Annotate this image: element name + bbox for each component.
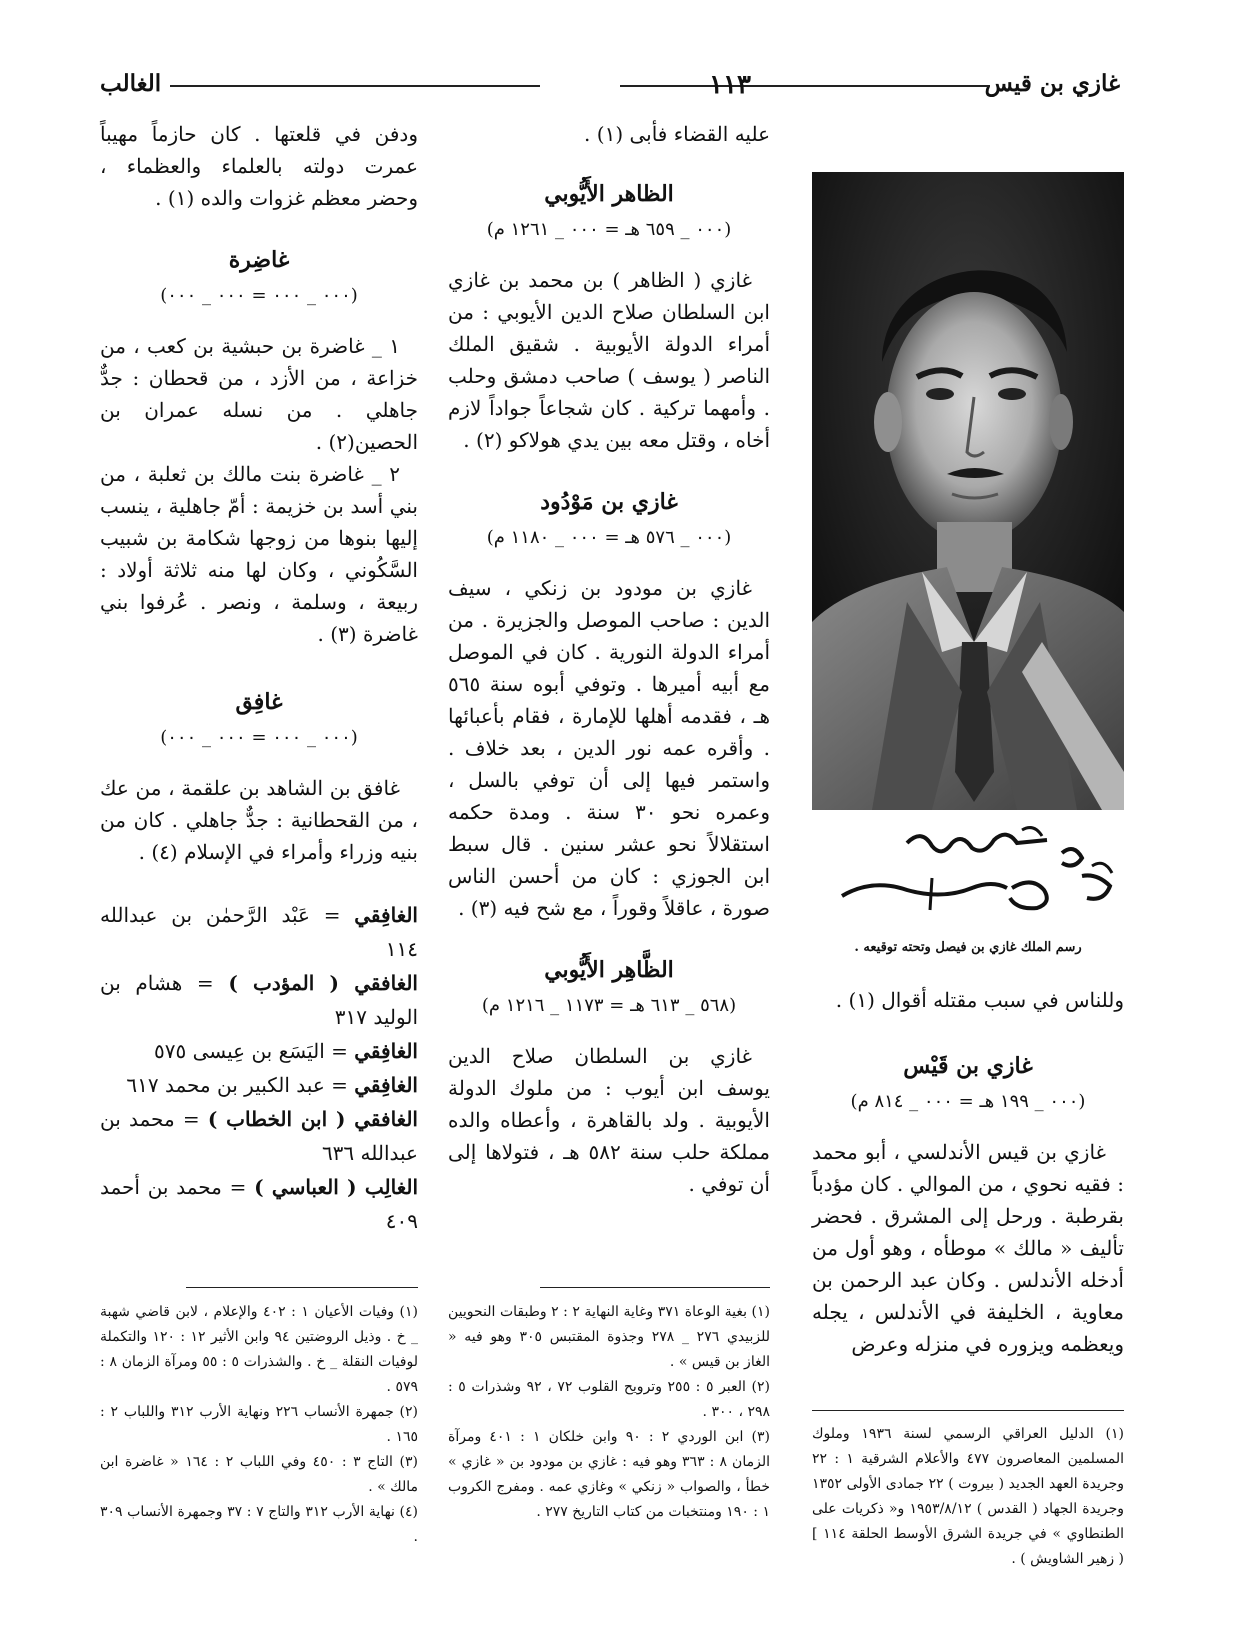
footnote-rule-right [812,1410,1124,1411]
entry-text-ghafiq: غافق بن الشاهد بن علقمة ، من عك ، من القحطانية : جدٌّ جاهلي . كان من بنيه وزراء وأمراء في الإسلام (٤) . [100,776,418,864]
xref-target: = اليَسَع بن عِيسى ٥٧٥ [154,1039,355,1063]
running-header [100,66,1120,106]
page-number: ١١٣ [709,70,751,100]
middle-intro: عليه القضاء فأبى (١) . [584,122,770,146]
cross-reference [100,966,418,1034]
left-intro: ودفن في قلعتها . كان حازماً مهيباً عمرت دولته بالعلماء والعظماء ، وحضر معظم غزوات والده (١) . [100,122,418,210]
header-right-title: غازي بن قيس [984,70,1120,97]
xref-head: الغالِب ( العباسي ) [254,1175,418,1199]
entry-dates-zahir-2: (٥٦٨ _ ٦١٣ هـ = ١١٧٣ _ ١٢١٦ م) [481,995,737,1016]
xref-target: = عَبْد الرَّحمٰن بن عبدالله ١١٤ [100,903,418,961]
entry-text-zahir-2: غازي بن السلطان صلاح الدين يوسف ابن أيوب : من ملوك الدولة الأيوبية . ولد بالقاهرة ، وأعطاه والده مملكة حلب سنة ٥٨٢ هـ ، فتولاها إلى أن توفي . [448,1044,771,1196]
xref-head: الغافِقي [354,903,418,927]
xref-head: الغافقي ( المؤدب ) [228,971,418,995]
after-photo-text: وللناس في سبب مقتله أقوال (١) . [835,988,1124,1012]
footnote-rule-left [186,1287,418,1288]
header-rule-left [170,85,540,87]
cross-reference [100,1102,418,1170]
entry-title-zahir-2: الظَّاهِر الأَيُّوبي [544,957,674,983]
entry-text-ghadira-1: ١ _ غاضرة بن حبشية بن كعب ، من خزاعة ، من الأزد ، من قحطان : جدٌّ جاهلي . من نسله عمران بن الحصين(٢) . [100,334,418,454]
xref-target: = عبد الكبير بن محمد ٦١٧ [126,1073,355,1097]
xref-head: الغافقي ( ابن الخطاب ) [207,1107,418,1131]
footnote: (٢) جمهرة الأنساب ٢٢٦ ونهاية الأرب ٣١٢ واللباب ٢ : ١٦٥ . [100,1404,419,1445]
xref-target: = محمد بن أحمد ٤٠٩ [100,1175,418,1233]
entry-dates-zahir-1: (٠٠٠ _ ٦٥٩ هـ = ٠٠٠ _ ١٢٦١ م) [486,219,732,240]
middle-column [448,118,770,1200]
cross-references [100,898,418,1238]
portrait-photo [812,172,1124,810]
cross-reference [100,1034,418,1068]
header-left-title: الغالب [100,70,162,97]
xref-target: = محمد بن عبدالله ٦٣٦ [100,1107,418,1165]
entry-dates-ghadira: (٠٠٠ _ ٠٠٠ = ٠٠٠ _ ٠٠٠) [160,285,358,306]
entry-title-ghazi-mawdud: غازي بن مَوْدُود [540,489,678,515]
entry-text-ghazi-mawdud: غازي بن مودود بن زنكي ، سيف الدين : صاحب الموصل والجزيرة . من أمراء الدولة النورية . كان في الموصل مع أبيه أميرها . وتوفي أبوه سنة ٥٦٥ هـ ، فقدمه أهلها للإمارة ، فقام بأعبائها . وأقره عمه نور الدين ، بعد خلاف . واستمر فيها إلى أن توفي بالسل ، وعمره نحو ٣٠ سنة . ومدة حكمه استقلالاً نحو عشر سنين . قال سبط ابن الجوزي : كان من أحسن الناس صورة ، عاقلاً وقوراً ، مع شح فيه (٣) . [448,576,770,920]
photo-caption: رسم الملك غازي بن فيصل وتحته توقيعه . [854,940,1082,955]
footnote: (٤) نهاية الأرب ٣١٢ والتاج ٧ : ٣٧ وجمهرة الأنساب ٣٠٩ . [100,1504,418,1545]
footnote: (٣) ابن الوردي ٢ : ٩٠ وابن خلكان ١ : ٤٠١ ومرآة الزمان ٨ : ٣٦٣ وهو فيه : غازي بن مودود بن « غازي » خطأ ، والصواب « زنكي » وغازي عمه . ومفرج الكروب ١ : ١٩٠ ومنتخبات من كتاب التاريخ ٢٧٧ . [448,1429,770,1520]
xref-target: = هشام بن الوليد ٣١٧ [100,971,418,1029]
entry-dates-ghazi-qays: (٠٠٠ _ ١٩٩ هـ = ٠٠٠ _ ٨١٤ م) [850,1091,1086,1112]
cross-reference [100,1170,418,1238]
cross-reference [100,1068,418,1102]
footnote: (٢) العبر ٥ : ٢٥٥ وترويح القلوب ٧٢ ، ٩٢ وشذرات ٥ : ٢٩٨ ، ٣٠٠ . [448,1379,770,1420]
entry-title-ghafiq: غافِق [235,689,283,715]
header-rule-right [620,85,990,87]
xref-head: الغافِقي [354,1039,418,1063]
footnotes-middle [448,1300,770,1525]
cross-reference [100,898,418,966]
entry-dates-ghafiq: (٠٠٠ _ ٠٠٠ = ٠٠٠ _ ٠٠٠) [160,727,358,748]
portrait-image [812,172,1124,810]
entry-text-ghadira-2: ٢ _ غاضرة بنت مالك بن ثعلبة ، من بني أسد بن خزيمة : أمّ جاهلية ، ينسب إليها بنوها من زوجها شكامة بن شبيب السَّكُوني ، وكان لها منه ثلاثة أولاد : ربيعة ، وسلمة ، ونصر . عُرفوا بني غاضرة (٣) . [100,462,418,646]
footnotes-right [812,1422,1124,1572]
entry-title-zahir-1: الظاهر الأَيُّوبي [544,181,674,207]
footnote: (١) الدليل العراقي الرسمي لسنة ١٩٣٦ وملوك المسلمين المعاصرون ٤٧٧ والأعلام الشرقية ١ : ٢٢ وجريدة العهد الجديد ( بيروت ) ٢٢ جمادى الأولى ١٣٥٢ وجريدة الجهاد ( القدس ) ١٩٥٣/٨/١٢ و« ذكريات على الطنطاوي » في جريدة الشرق الأوسط الحلقة ١١٤ ] ( زهير الشاويش ) . [812,1426,1125,1567]
entry-ghazi-qays [812,1050,1124,1360]
entry-text-zahir-1: غازي ( الظاهر ) بن محمد بن غازي ابن السلطان صلاح الدين الأيوبي : من أمراء الدولة الأيوبية . شقيق الملك الناصر ( يوسف ) صاحب دمشق وحلب . وأمهما تركية . كان شجاعاً جواداً لازم أخاه ، وقتل معه بين يدي هولاكو (٢) . [448,268,770,452]
entry-text-ghazi-qays: غازي بن قيس الأندلسي ، أبو محمد : فقيه نحوي ، من الموالي . كان مؤدباً بقرطبة . ورحل إلى المشرق . فحضر تأليف « مالك » موطأه ، وهو أول من أدخله الأندلس . وكان عبد الرحمن بن معاوية ، الخليفة في الأندلس ، يجله ويعظمه ويزوره في منزله وعرض [812,1140,1124,1356]
signature-image [812,818,1124,938]
entry-title-ghazi-qays: غازي بن قَيْس [903,1053,1033,1079]
footnote: (١) وفيات الأعيان ١ : ٤٠٢ والإعلام ، لابن قاضي شهبة _ خ . وذيل الروضتين ٩٤ وابن الأثير ١٢ : ١٢٠ والتكملة لوفيات النقلة _ خ . والشذرات ٥ : ٥٥ ومرآة الزمان ٨ : ٥٧٩ . [100,1304,419,1395]
footnote: (١) بغية الوعاة ٣٧١ وغاية النهاية ٢ : ٢ وطبقات النحويين للزبيدي ٢٧٦ _ ٢٧٨ وجذوة المقتبس ٣٠٥ وهو فيه « الغاز بن قيس » . [448,1304,770,1370]
xref-head: الغافِقي [354,1073,418,1097]
footnote: (٣) التاج ٣ : ٤٥٠ وفي اللباب ٢ : ١٦٤ « غاضرة ابن مالك » . [100,1454,418,1495]
entry-title-ghadira: غاضِرة [228,247,290,273]
left-column [100,118,418,1238]
footnote-rule-middle [540,1287,770,1288]
signature [812,818,1124,938]
entry-dates-ghazi-mawdud: (٠٠٠ _ ٥٧٦ هـ = ٠٠٠ _ ١١٨٠ م) [486,527,732,548]
footnotes-left [100,1300,418,1550]
